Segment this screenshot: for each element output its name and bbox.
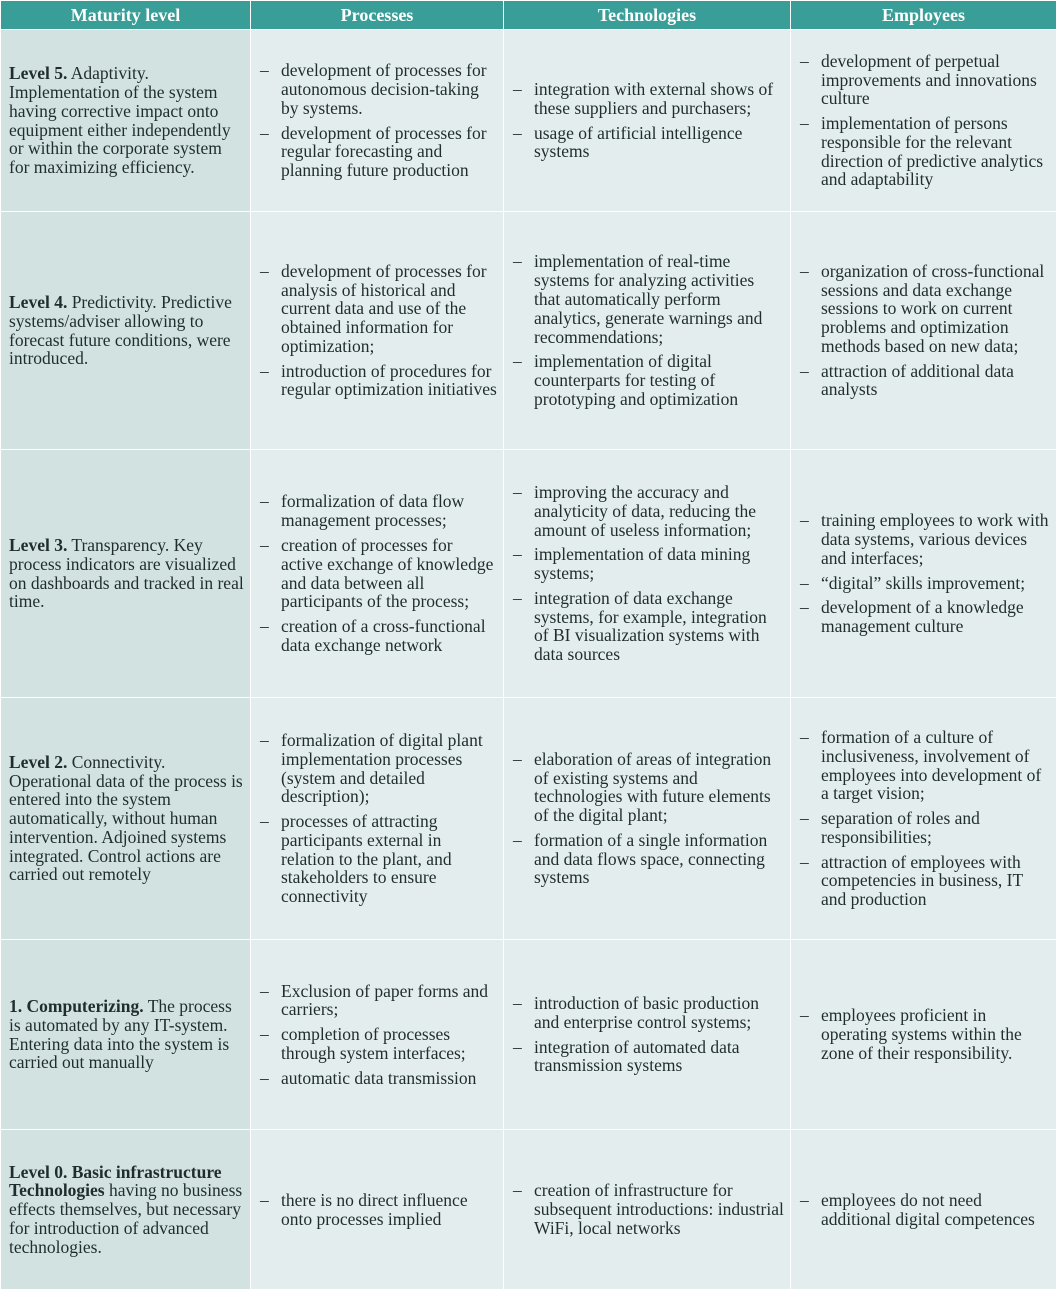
list-item: – integration with external shows of these suppliers and purchasers; bbox=[513, 80, 784, 118]
table-row bbox=[1, 698, 1056, 940]
processes-cell bbox=[251, 212, 504, 450]
maturity-level-cell bbox=[1, 30, 251, 212]
header-processes: Processes bbox=[251, 1, 504, 30]
processes-cell bbox=[251, 1130, 504, 1290]
table-row bbox=[1, 1130, 1056, 1290]
employees-cell bbox=[791, 1130, 1056, 1290]
list-item: – creation of infrastructure for subsequent introductions: industrial WiFi, local networks bbox=[513, 1181, 784, 1237]
maturity-level-cell bbox=[1, 450, 251, 698]
list-item: – attraction of additional data analysts bbox=[800, 362, 1050, 400]
list-item: – “digital” skills improvement; bbox=[800, 574, 1050, 593]
list-item: – separation of roles and responsibilities; bbox=[800, 809, 1050, 847]
header-employees: Employees bbox=[791, 1, 1056, 30]
level-description: Transparency. Key process indicators are visualized on dashboards and tracked in real time. bbox=[9, 534, 244, 612]
level-name: Level 3. bbox=[9, 534, 68, 555]
list-item: – processes of attracting participants external in relation to the plant, and stakeholders to ensure connectivity bbox=[260, 812, 497, 906]
processes-cell bbox=[251, 450, 504, 698]
list-item: – usage of artificial intelligence systems bbox=[513, 124, 784, 162]
list-item: – improving the accuracy and analyticity of data, reducing the amount of useless information; bbox=[513, 483, 784, 539]
header-row bbox=[1, 1, 1056, 30]
employees-cell bbox=[791, 212, 1056, 450]
list-item: – organization of cross-functional sessions and data exchange sessions to work on current problems and optimization methods based on new data; bbox=[800, 262, 1050, 356]
employees-cell bbox=[791, 698, 1056, 940]
level-description: Predictivity. Predictive systems/adviser allowing to forecast future conditions, were introduced. bbox=[9, 291, 232, 369]
header-maturity-level: Maturity level bbox=[1, 1, 251, 30]
list-item: – employees do not need additional digital competences bbox=[800, 1191, 1050, 1229]
technologies-cell bbox=[504, 30, 791, 212]
list-item: – formalization of digital plant implementation processes (system and detailed description); bbox=[260, 731, 497, 806]
list-item: – development of perpetual improvements and innovations culture bbox=[800, 52, 1050, 108]
table-row bbox=[1, 212, 1056, 450]
table-row bbox=[1, 940, 1056, 1130]
employees-cell bbox=[791, 450, 1056, 698]
level-description: Adaptivity. Implementation of the system having corrective impact onto equipment either independently or within the corporate system for maximizing efficiency. bbox=[9, 63, 231, 178]
list-item: – integration of automated data transmission systems bbox=[513, 1038, 784, 1076]
list-item: – implementation of data mining systems; bbox=[513, 545, 784, 583]
technologies-cell bbox=[504, 212, 791, 450]
processes-cell bbox=[251, 698, 504, 940]
list-item: – automatic data transmission bbox=[260, 1069, 497, 1088]
table-body bbox=[1, 30, 1056, 1290]
list-item: – employees proficient in operating systems within the zone of their responsibility. bbox=[800, 1006, 1050, 1062]
list-item: – introduction of basic production and enterprise control systems; bbox=[513, 994, 784, 1032]
list-item: – implementation of real-time systems for analyzing activities that automatically perform analytics, generate warnings and recommendations; bbox=[513, 252, 784, 346]
table-row bbox=[1, 450, 1056, 698]
list-item: – formation of a culture of inclusiveness, involvement of employees into development of a target vision; bbox=[800, 728, 1050, 803]
list-item: – formalization of data flow management processes; bbox=[260, 492, 497, 530]
employees-cell bbox=[791, 30, 1056, 212]
list-item: – creation of a cross-functional data exchange network bbox=[260, 617, 497, 655]
technologies-cell bbox=[504, 940, 791, 1130]
list-item: – completion of processes through system interfaces; bbox=[260, 1025, 497, 1063]
level-name: Level 2. bbox=[9, 751, 68, 772]
list-item: – there is no direct influence onto processes implied bbox=[260, 1191, 497, 1229]
list-item: – Exclusion of paper forms and carriers; bbox=[260, 982, 497, 1020]
list-item: – development of processes for autonomous decision-taking by systems. bbox=[260, 61, 497, 117]
level-description: having no business effects themselves, but necessary for introduction of advanced technologies. bbox=[9, 1180, 243, 1257]
maturity-level-cell bbox=[1, 1130, 251, 1290]
technologies-cell bbox=[504, 698, 791, 940]
list-item: – integration of data exchange systems, for example, integration of BI visualization systems with data sources bbox=[513, 589, 784, 664]
technologies-cell bbox=[504, 1130, 791, 1290]
table-row bbox=[1, 30, 1056, 212]
level-name: Level 4. bbox=[9, 291, 68, 312]
technologies-cell bbox=[504, 450, 791, 698]
header-technologies: Technologies bbox=[504, 1, 791, 30]
maturity-level-cell bbox=[1, 698, 251, 940]
list-item: – development of processes for regular forecasting and planning future production bbox=[260, 124, 497, 180]
maturity-level-cell bbox=[1, 212, 251, 450]
level-name: Level 0. Basic infrastructure Technologies bbox=[9, 1161, 222, 1201]
list-item: – formation of a single information and data flows space, connecting systems bbox=[513, 831, 784, 887]
list-item: – implementation of digital counterparts for testing of prototyping and optimization bbox=[513, 352, 784, 408]
level-description: Connectivity. Operational data of the process is entered into the system automatically, without human intervention. Adjoined systems integrated. Control actions are carried out remotely bbox=[9, 751, 243, 885]
processes-cell bbox=[251, 30, 504, 212]
employees-cell bbox=[791, 940, 1056, 1130]
list-item: – development of processes for analysis of historical and current data and use of the obtained information for optimization; bbox=[260, 262, 497, 356]
list-item: – introduction of procedures for regular optimization initiatives bbox=[260, 362, 497, 400]
list-item: – implementation of persons responsible for the relevant direction of predictive analytics and adaptability bbox=[800, 114, 1050, 189]
list-item: – creation of processes for active exchange of knowledge and data between all participants of the process; bbox=[260, 536, 497, 611]
level-name: 1. Computerizing. bbox=[9, 995, 144, 1016]
list-item: – training employees to work with data systems, various devices and interfaces; bbox=[800, 511, 1050, 567]
maturity-level-cell bbox=[1, 940, 251, 1130]
processes-cell bbox=[251, 940, 504, 1130]
level-description: The process is automated by any IT-system. Entering data into the system is carried out manually bbox=[9, 995, 232, 1073]
level-name: Level 5. bbox=[9, 63, 68, 84]
list-item: – development of a knowledge management culture bbox=[800, 598, 1050, 636]
list-item: – attraction of employees with competencies in business, IT and production bbox=[800, 853, 1050, 909]
list-item: – elaboration of areas of integration of existing systems and technologies with future elements of the digital plant; bbox=[513, 750, 784, 825]
